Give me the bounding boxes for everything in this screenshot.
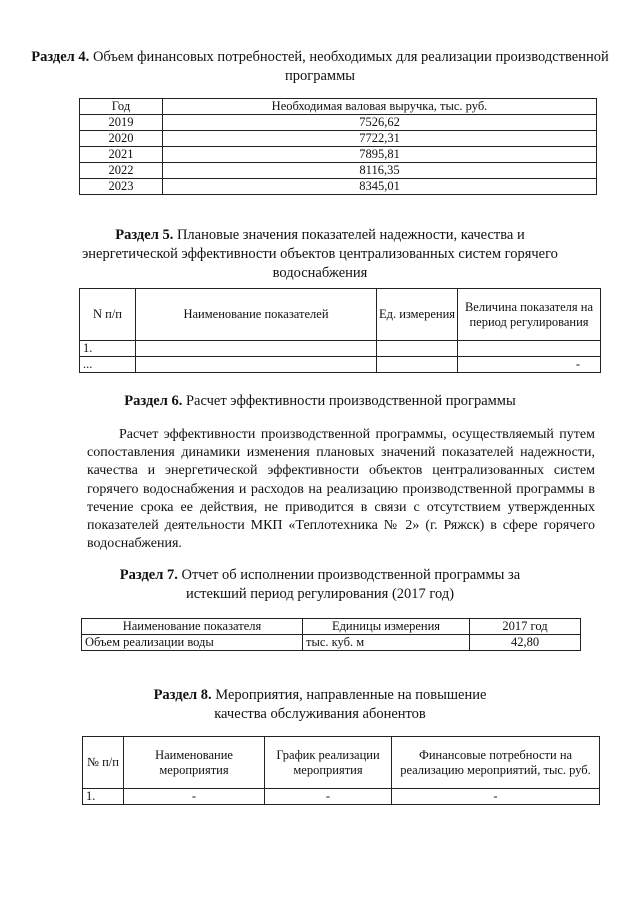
value-cell: - — [458, 357, 601, 373]
finance-cell: - — [392, 789, 600, 805]
section-5-number: Раздел 5. — [115, 227, 174, 243]
table-row — [80, 147, 597, 163]
table-row — [80, 179, 597, 195]
section-6-number: Раздел 6. — [124, 393, 183, 409]
section-7-heading — [0, 566, 640, 604]
section-7-table — [81, 618, 581, 651]
section-4-number: Раздел 4. — [31, 49, 90, 65]
column-header-revenue: Необходимая валовая выручка, тыс. руб. — [163, 99, 597, 115]
section-7-title: Отчет об исполнении производственной программы за истекший период регулирования (2017 год) — [181, 567, 521, 602]
section-4-title: Объем финансовых потребностей, необходимых для реализации производственной программы — [92, 49, 609, 84]
column-header-measure: Наименование мероприятия — [124, 737, 265, 789]
column-header-unit: Ед. измерения — [377, 289, 458, 341]
column-header-number: N п/п — [80, 289, 136, 341]
column-header-schedule: График реализации мероприятия — [265, 737, 392, 789]
year-cell: 2023 — [80, 179, 163, 195]
column-header-year: Год — [80, 99, 163, 115]
table-row — [80, 131, 597, 147]
table-row — [80, 115, 597, 131]
section-8-table — [82, 736, 600, 805]
unit-cell — [377, 357, 458, 373]
table-row — [83, 789, 600, 805]
column-header-value: Величина показателя на период регулирования — [458, 289, 601, 341]
section-5-title: Плановые значения показателей надежности, качества и энергетической эффективности объектов централизованных систем горячего водоснабжения — [82, 227, 558, 281]
year-cell: 2020 — [80, 131, 163, 147]
section-6-heading — [0, 392, 640, 411]
measure-cell: - — [124, 789, 265, 805]
year-cell: 2019 — [80, 115, 163, 131]
revenue-cell: 7722,31 — [163, 131, 597, 147]
column-header-year: 2017 год — [470, 619, 581, 635]
table-row — [80, 341, 601, 357]
table-row — [80, 163, 597, 179]
number-cell: 1. — [83, 789, 124, 805]
section-6-title: Расчет эффективности производственной программы — [185, 393, 516, 409]
revenue-cell: 7526,62 — [163, 115, 597, 131]
year-cell: 2022 — [80, 163, 163, 179]
indicator-cell — [136, 357, 377, 373]
column-header-unit: Единицы измерения — [303, 619, 470, 635]
column-header-number: № п/п — [83, 737, 124, 789]
section-4-heading — [0, 48, 640, 86]
number-cell: ... — [80, 357, 136, 373]
table-row — [80, 357, 601, 373]
number-cell: 1. — [80, 341, 136, 357]
unit-cell: тыс. куб. м — [303, 635, 470, 651]
revenue-cell: 7895,81 — [163, 147, 597, 163]
section-8-heading — [0, 686, 640, 724]
column-header-finance: Финансовые потребности на реализацию мероприятий, тыс. руб. — [392, 737, 600, 789]
section-5-heading — [0, 226, 640, 283]
section-6-paragraph: Расчет эффективности производственной программы, осуществляемый путем сопоставления динамики изменения плановых значений показателей надежности, качества и энергетической эффективности объектов централизованных систем горячего водоснабжения и расходов на реализацию производственной программы в течение срока ее действия, не приводится в связи с отсутствием утвержденных показателей деятельности МКП «Теплотехника № 2» (г. Ряжск) в сфере горячего водоснабжения. — [87, 427, 595, 552]
value-cell — [458, 341, 601, 357]
schedule-cell: - — [265, 789, 392, 805]
section-5-table — [79, 288, 601, 373]
section-8-title: Мероприятия, направленные на повышение качества обслуживания абонентов — [214, 687, 487, 722]
column-header-indicator-name: Наименование показателя — [82, 619, 303, 635]
table-row — [82, 635, 581, 651]
year-cell: 2021 — [80, 147, 163, 163]
column-header-indicator: Наименование показателей — [136, 289, 377, 341]
indicator-cell — [136, 341, 377, 357]
revenue-cell: 8116,35 — [163, 163, 597, 179]
section-7-number: Раздел 7. — [119, 567, 178, 583]
indicator-name-cell: Объем реализации воды — [82, 635, 303, 651]
value-cell: 42,80 — [470, 635, 581, 651]
section-8-number: Раздел 8. — [153, 687, 212, 703]
unit-cell — [377, 341, 458, 357]
section-4-table — [79, 98, 597, 195]
revenue-cell: 8345,01 — [163, 179, 597, 195]
